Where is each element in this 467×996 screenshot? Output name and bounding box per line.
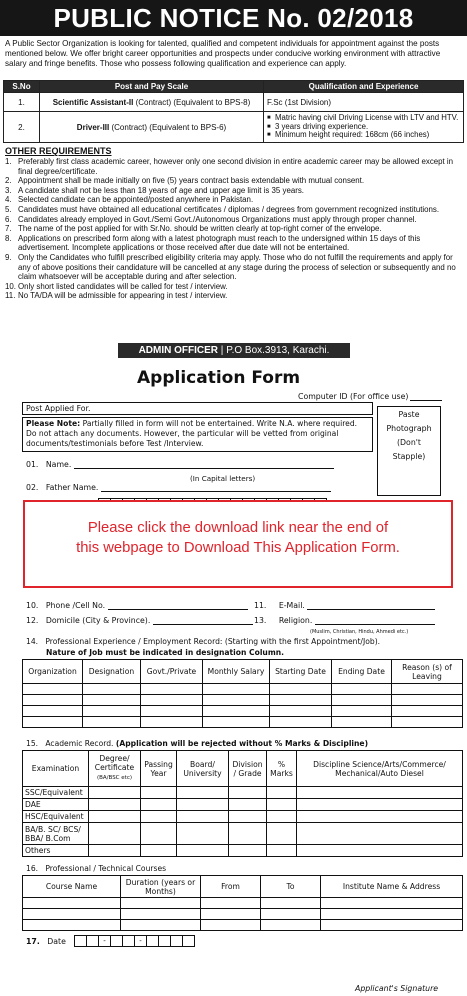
intro-paragraph: A Public Sector Organization is looking for talented, qualified and competent individuals for appointment against the posts mentioned below. We offer bright career opportunities and prospects under conducive working environment with attractive salary and fringe benefits. Those who possess following qualification and experience can apply.: [5, 39, 441, 68]
application-form: [0, 362, 467, 996]
row-post: Driver-III (Contract) (Equivalent to BPS-6): [40, 112, 264, 143]
photo-box: Paste Photograph (Don't Stapple): [377, 406, 441, 496]
acad-col: % Marks: [267, 751, 297, 787]
table-row: [4, 112, 464, 143]
acad-col: Passing Year: [141, 751, 177, 787]
exp-col: Govt./Private: [141, 660, 203, 684]
academic-table: [22, 750, 463, 857]
exp-col: Starting Date: [270, 660, 332, 684]
row-post: Scientific Assistant-II (Contract) (Equivalent to BPS-8): [40, 93, 264, 112]
table-row: [4, 93, 464, 112]
acad-col: Examination: [23, 751, 89, 787]
course-col: Institute Name & Address: [321, 876, 463, 898]
list-item: 10. Only short listed candidates will be called for test / interview.: [5, 281, 228, 291]
course-col: To: [261, 876, 321, 898]
list-item: ■ Matric having civil Driving License with LTV and HTV.: [267, 114, 460, 123]
courses-heading: 16. Professional / Technical Courses: [26, 864, 167, 873]
table-row: SSC/Equivalent: [23, 787, 89, 799]
list-item: ■ 3 years driving experience.: [267, 123, 460, 132]
date-label: 17. Date: [26, 937, 66, 946]
table-row: Others: [23, 845, 89, 857]
form-title: Application Form: [137, 368, 301, 388]
requirements-list: [5, 157, 463, 301]
experience-table: [22, 659, 463, 728]
phone-field: 10. Phone /Cell No.: [26, 601, 248, 610]
posts-table-header: [4, 81, 464, 93]
acad-col: Division / Grade: [229, 751, 267, 787]
exp-col: Designation: [83, 660, 141, 684]
exp-col: Organization: [23, 660, 83, 684]
admin-officer-bar: ADMIN OFFICER | P.O Box.3913, Karachi.: [118, 343, 350, 358]
acad-col: Discipline Science/Arts/Commerce/ Mechanical/Auto Diesel: [297, 751, 463, 787]
table-row: HSC/Equivalent: [23, 811, 89, 823]
list-item: 2. Appointment shall be made initially on five (5) years contract basis extendable with mutual consent.: [5, 176, 365, 186]
course-col: Course Name: [23, 876, 121, 898]
religion-field: 13. Religion.: [254, 616, 435, 625]
list-item: 4. Selected candidate can be appointed/posted anywhere in Pakistan.: [5, 195, 254, 205]
row-sno: 1.: [4, 93, 40, 112]
acad-col: Degree/ Certificate (BA/BSC etc): [89, 751, 141, 787]
col-post: Post and Pay Scale: [40, 81, 264, 93]
form-note: Please Note: Partially filled in form will not be entertained. Write N.A. where required. Do not attach any documents. However, the particular will be vetted from original documents/testimonials before Test /Interview.: [22, 417, 373, 452]
list-item: 9. Only the Candidates who fulfill prescribed eligibility criteria may apply. Those who do not fulfill the requirements and apply for any of above positions their candidature will be cancelled at any stage during the process of selection or subsequently and no claim whatsoever will be acceptable during and after selection.: [5, 252, 456, 282]
father-name-field: 02. Father Name.: [26, 483, 331, 492]
experience-note: Nature of Job must be indicated in designation Column.: [46, 648, 285, 657]
col-sno: S.No: [4, 81, 40, 93]
row-qualification: F.Sc (1st Division): [264, 93, 464, 112]
row-sno: 2.: [4, 112, 40, 143]
experience-heading: 14. Professional Experience / Employment Record: (Starting with the first Appointment/Job).: [26, 637, 381, 646]
exp-col: Ending Date: [332, 660, 392, 684]
exp-col: Monthly Salary: [203, 660, 270, 684]
signature-label: Applicant's Signature: [355, 984, 439, 993]
table-row: BA/B. SC/ BCS/ BBA/ B.Com: [23, 823, 89, 845]
post-applied-field: Post Applied For.: [22, 402, 373, 415]
table-row: DAE: [23, 799, 89, 811]
academic-heading: 15. Academic Record. (Application will be rejected without % Marks & Discipline): [26, 739, 369, 748]
acad-col: Board/ University: [177, 751, 229, 787]
row-qualification: [264, 112, 464, 143]
list-item: 3. A candidate shall not be less than 18 years of age and upper age limit is 35 years.: [5, 185, 304, 195]
capital-letters-note: (In Capital letters): [190, 474, 256, 483]
domicile-field: 12. Domicile (City & Province).: [26, 616, 253, 625]
course-col: Duration (years or Months): [121, 876, 201, 898]
list-item: 8. Applications on prescribed form along with a latest photograph must reach to the undersigned within 15 days of this advertisement. Incomplete applications or those received after due date will not be entertained.: [5, 233, 421, 253]
course-col: From: [201, 876, 261, 898]
list-item: 5. Candidates must have obtained all educational certificates / diplomas / degrees from government recognized institutions.: [5, 204, 440, 214]
list-item: 6. Candidates already employed in Govt./Semi Govt./Autonomous Organizations must apply through proper channel.: [5, 214, 417, 224]
other-requirements-heading: OTHER REQUIREMENTS: [5, 146, 112, 156]
list-item: 1. Preferably first class academic career, however only one second division in entire academic career may be allowed except in final degree/certificate.: [5, 157, 454, 176]
computer-id-line: [410, 400, 442, 401]
date-boxes: - -: [74, 935, 194, 947]
religion-note: (Muslim, Christian, Hindu, Ahmedi etc.): [310, 629, 409, 635]
download-notice: Please click the download link near the end of this webpage to Download This Application Form.: [23, 500, 453, 588]
exp-col: Reason (s) of Leaving: [392, 660, 463, 684]
posts-table: [3, 80, 464, 143]
list-item: 11. No TA/DA will be admissible for appearing in test / interview.: [5, 291, 228, 301]
col-qualification: Qualification and Experience: [264, 81, 464, 93]
email-field: 11. E-Mail.: [254, 601, 435, 610]
list-item: ■ Minimum height required: 168cm (66 inches): [267, 131, 460, 140]
computer-id-label: Computer ID (For office use): [298, 392, 409, 401]
name-field: 01. Name.: [26, 460, 334, 469]
list-item: 7. The name of the post applied for with Sr.No. should be written clearly at top-right corner of the envelope.: [5, 224, 382, 234]
notice-banner: PUBLIC NOTICE No. 02/2018: [0, 0, 467, 36]
courses-table: [22, 875, 463, 931]
